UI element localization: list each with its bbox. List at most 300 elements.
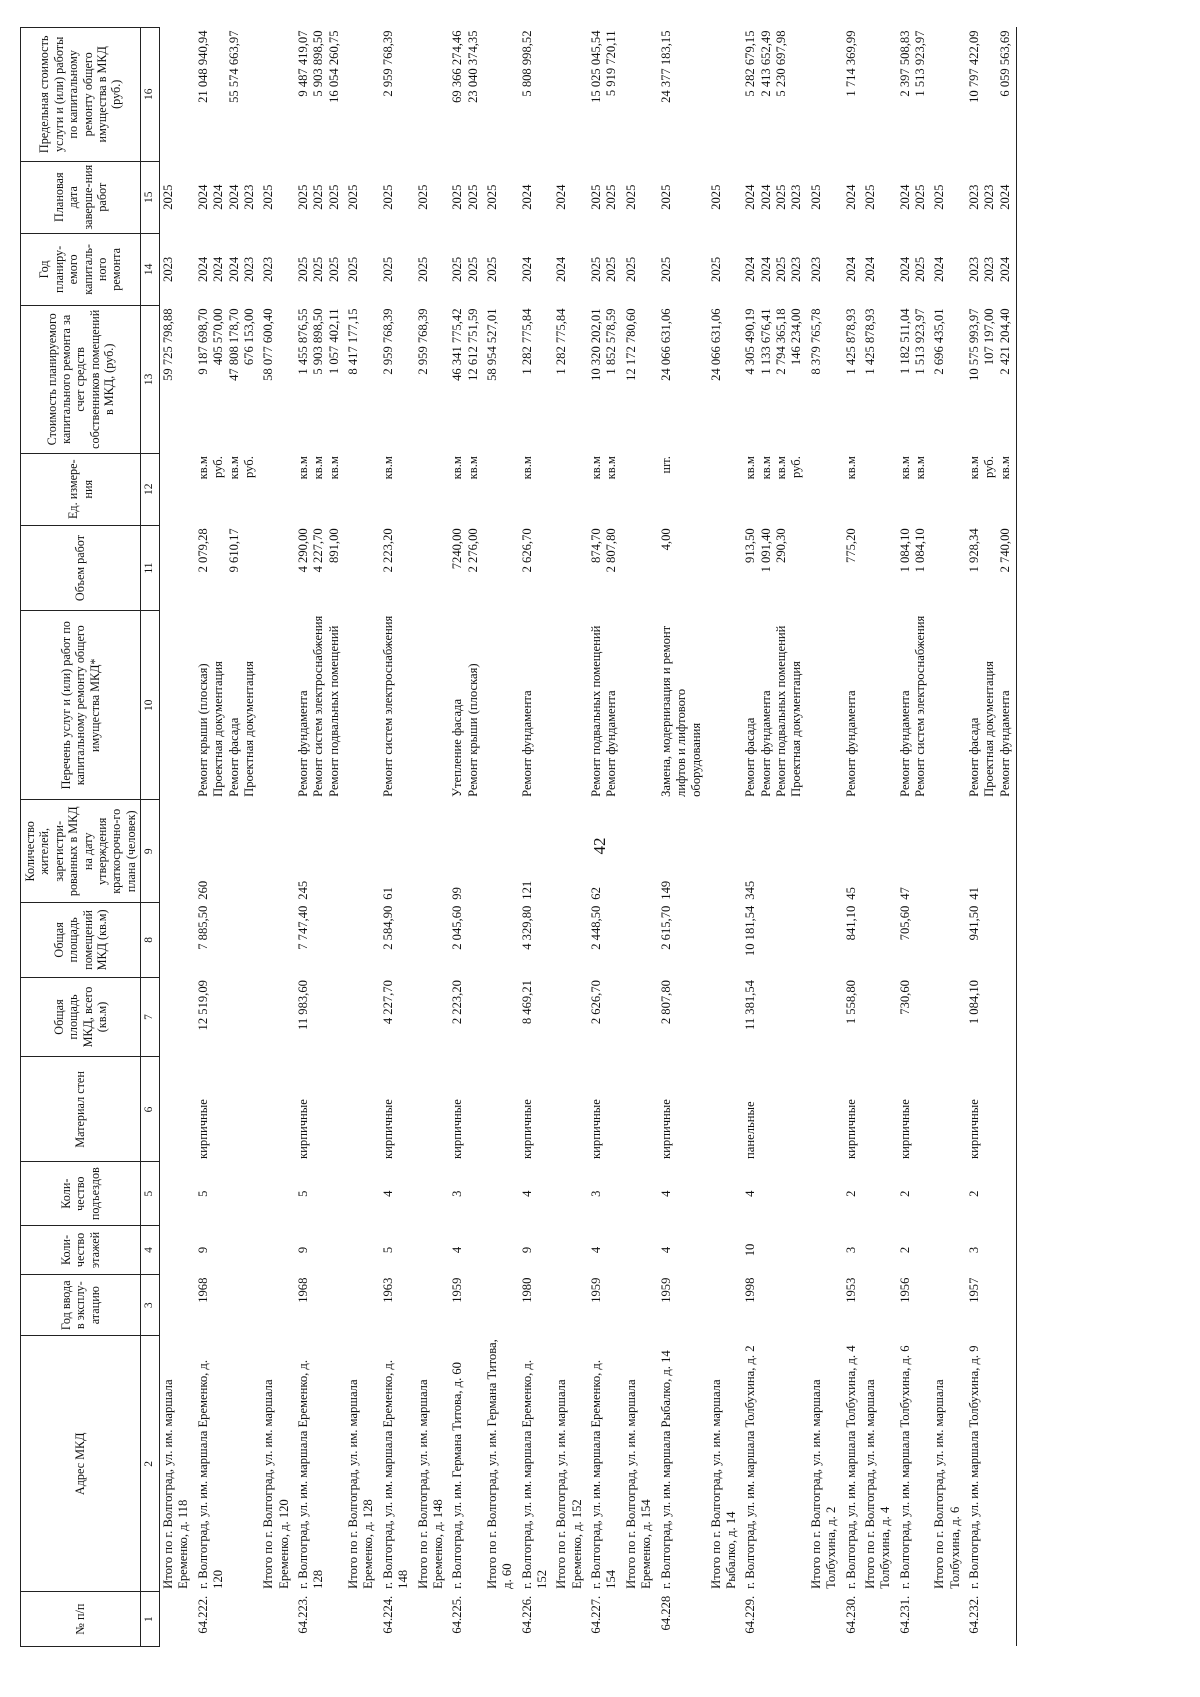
owner-funded-cost	[484, 305, 519, 453]
premises-area: 4 329,80	[519, 905, 534, 950]
column-number: 11	[141, 525, 160, 610]
owner-funded-cost-item: 1 282 775,84	[554, 308, 569, 375]
max-cost-item: 1 513 923,97	[912, 30, 927, 97]
premises-area	[931, 903, 966, 977]
planned-completion	[160, 161, 195, 233]
capital-repair-table	[20, 27, 1017, 1647]
unit-item: руб.	[211, 456, 226, 478]
planned-completion-item: 2025	[484, 184, 499, 210]
column-number: 12	[141, 453, 160, 525]
unit-item: кв.м	[226, 456, 241, 480]
wall-material	[415, 1057, 450, 1162]
column-number: 15	[141, 161, 160, 233]
work-list-item: Ремонт систем электроснабжения	[912, 615, 927, 797]
column-number: 7	[141, 977, 160, 1057]
column-header: Год планиру-емого капиталь-ного ремонта	[21, 233, 141, 305]
planned-completion-item: 2025	[296, 184, 310, 210]
work-volume	[449, 525, 484, 610]
planned-completion-item: 2023	[789, 184, 804, 210]
owner-funded-cost	[862, 305, 897, 453]
max-cost-item	[261, 31, 276, 159]
premises-area	[160, 903, 195, 977]
work-volume	[195, 525, 260, 610]
work-list	[843, 611, 862, 800]
planned-completion-item: 2024	[226, 184, 241, 210]
owner-funded-cost-item: 107 197,00	[982, 308, 997, 366]
address: г. Волгоград, ул. им. маршала Еременко, д. 128	[296, 1360, 326, 1589]
planned-completion-item: 2024	[195, 184, 210, 210]
owner-funded-cost-item: 2 696 435,01	[932, 308, 947, 375]
address: Итого по г. Волгоград, ул. им. маршала Еременко, д. 148	[415, 1379, 445, 1589]
owner-funded-cost-item: 1 852 578,59	[604, 308, 619, 375]
address: Итого по г. Волгоград, ул. им. маршала Толбухина, д. 4	[862, 1379, 893, 1589]
residents-count	[708, 800, 743, 903]
max-cost-item: 6 059 563,69	[997, 30, 1012, 97]
work-list	[708, 611, 743, 800]
total-area: 4 227,70	[380, 980, 395, 1025]
max-cost-item: 69 366 274,46	[450, 30, 465, 103]
floor-count	[345, 1225, 380, 1274]
owner-funded-cost	[588, 305, 623, 453]
owner-funded-cost-item: 676 153,00	[241, 308, 256, 366]
max-cost-item	[242, 31, 257, 159]
entrance-count	[160, 1162, 195, 1225]
premises-area	[623, 903, 658, 977]
planned-completion-item: 2025	[589, 184, 604, 210]
max-cost-item: 9 487 419,07	[296, 30, 310, 97]
max-cost	[742, 28, 807, 162]
planned-year	[931, 233, 966, 305]
owner-funded-cost	[931, 305, 966, 453]
owner-funded-cost	[966, 305, 1017, 453]
max-cost-item	[982, 31, 997, 159]
residents-count	[623, 800, 658, 903]
planned-completion-item: 2025	[604, 184, 619, 210]
work-volume-item: 1 091,40	[758, 528, 773, 573]
work-list-item: Ремонт фундамента	[897, 690, 912, 797]
planned-completion-item: 2023	[982, 184, 997, 210]
planned-year-item: 2024	[758, 256, 773, 282]
planned-completion-item: 2025	[623, 184, 638, 210]
header-row	[21, 28, 141, 1647]
owner-funded-cost-item: 146 234,00	[789, 308, 804, 366]
floor-count: 10	[743, 1243, 758, 1257]
floor-count: 2	[897, 1246, 912, 1254]
owner-funded-cost	[658, 305, 708, 453]
column-number: 8	[141, 903, 160, 977]
unit	[843, 453, 862, 525]
entrance-count	[415, 1162, 450, 1225]
owner-funded-cost-item: 2 421 204,40	[997, 308, 1012, 375]
entrance-count: 4	[743, 1190, 758, 1197]
address: г. Волгоград, ул. им. маршала Толбухина, д. 4	[843, 1345, 858, 1589]
work-volume-item: 4 227,70	[311, 528, 326, 573]
row-number: 64.228	[658, 1595, 673, 1631]
work-list-item: Ремонт фундамента	[758, 690, 773, 797]
max-cost	[195, 28, 260, 162]
owner-funded-cost-item: 1 455 876,55	[296, 308, 310, 375]
column-number: 1	[141, 1592, 160, 1647]
row-number	[553, 1592, 588, 1647]
entrance-count: 5	[296, 1190, 310, 1197]
table-row	[843, 28, 862, 1647]
table-body	[160, 28, 1017, 1647]
column-header: Год ввода в эксплу-атацию	[21, 1275, 141, 1336]
work-volume-item: 2 626,70	[519, 528, 534, 573]
planned-completion-item: 2025	[346, 184, 361, 210]
planned-year-item: 2025	[484, 256, 499, 282]
work-list-item: Утепление фасада	[450, 698, 465, 797]
owner-funded-cost-item: 1 425 878,93	[843, 308, 858, 375]
floor-count: 9	[195, 1246, 210, 1254]
column-number: 2	[141, 1336, 160, 1592]
max-cost-item	[809, 31, 824, 159]
planned-completion-item: 2025	[808, 184, 823, 210]
work-list	[623, 611, 658, 800]
planned-year-item: 2024	[862, 256, 877, 282]
floor-count: 4	[658, 1246, 673, 1254]
planned-year-item: 2024	[897, 256, 912, 282]
max-cost	[897, 28, 932, 162]
total-area: 12 519,09	[195, 980, 210, 1031]
entrance-count	[260, 1162, 295, 1225]
planned-completion	[742, 161, 807, 233]
work-volume-item: 2 276,00	[465, 528, 480, 573]
work-list-item: Ремонт систем электроснабжения	[311, 615, 326, 797]
planned-completion	[966, 161, 1017, 233]
residents-count	[862, 800, 897, 903]
work-volume	[808, 525, 843, 610]
residents-count: 121	[519, 880, 534, 900]
planned-year	[862, 233, 897, 305]
planned-completion	[623, 161, 658, 233]
max-cost	[160, 28, 195, 162]
planned-year	[380, 233, 415, 305]
owner-funded-cost-item: 24 066 631,06	[708, 308, 723, 381]
year-built	[553, 1275, 588, 1336]
row-number: 64.230.	[843, 1595, 858, 1634]
owner-funded-cost-item: 58 954 527,01	[484, 308, 499, 381]
work-list-item: Проектная документация	[241, 661, 256, 797]
work-list-item: Ремонт фундамента	[519, 690, 534, 797]
max-cost-item	[416, 31, 431, 159]
floor-count	[623, 1225, 658, 1274]
max-cost-item	[211, 31, 226, 159]
total-area: 730,60	[897, 980, 912, 1015]
wall-material: кирпичные	[519, 1099, 534, 1159]
unit	[708, 453, 743, 525]
total-area: 1 558,80	[843, 980, 858, 1025]
work-list-item: Ремонт крыши (плоская)	[195, 663, 210, 797]
year-built: 1959	[450, 1277, 465, 1303]
work-list-item: Ремонт фундамента	[296, 690, 310, 797]
total-row	[623, 28, 658, 1647]
planned-year-item: 2023	[261, 256, 276, 282]
total-row	[708, 28, 743, 1647]
planned-year	[843, 233, 862, 305]
unit	[415, 453, 450, 525]
max-cost	[808, 28, 843, 162]
residents-count: 260	[195, 880, 210, 900]
owner-funded-cost-item: 58 077 600,40	[261, 308, 276, 381]
unit-item: шт.	[658, 456, 673, 474]
work-volume	[160, 525, 195, 610]
unit-item: кв.м	[967, 456, 982, 480]
max-cost	[966, 28, 1017, 162]
premises-area	[708, 903, 743, 977]
owner-funded-cost-item: 5 903 898,50	[311, 308, 326, 375]
work-volume-item	[211, 528, 226, 607]
year-built: 1968	[195, 1277, 210, 1303]
total-area	[345, 977, 380, 1057]
owner-funded-cost	[160, 305, 195, 453]
residents-count: 99	[450, 887, 465, 900]
owner-funded-cost	[843, 305, 862, 453]
max-cost-item: 15 025 045,54	[589, 30, 604, 103]
floor-count: 3	[843, 1246, 858, 1254]
owner-funded-cost-item: 2 959 768,39	[380, 308, 395, 375]
planned-completion	[553, 161, 588, 233]
entrance-count	[862, 1162, 897, 1225]
owner-funded-cost	[449, 305, 484, 453]
unit-item: кв.м	[519, 456, 534, 480]
floor-count	[931, 1225, 966, 1274]
unit-item: кв.м	[743, 456, 758, 480]
work-volume	[897, 525, 932, 610]
max-cost-item: 21 048 940,94	[195, 30, 210, 103]
residents-count: 149	[658, 880, 673, 900]
row-number: 64.225.	[450, 1595, 465, 1634]
column-header: Коли-чество подъездов	[21, 1162, 141, 1225]
planned-completion-item: 2025	[912, 184, 927, 210]
planned-year-item: 2025	[912, 256, 927, 282]
premises-area	[415, 903, 450, 977]
max-cost-item: 5 230 697,98	[774, 30, 789, 97]
max-cost-item: 16 054 260,75	[326, 30, 341, 103]
total-area	[931, 977, 966, 1057]
planned-year	[658, 233, 708, 305]
planned-year-item: 2025	[326, 256, 341, 282]
entrance-count	[553, 1162, 588, 1225]
total-area: 11 381,54	[743, 980, 758, 1030]
work-volume	[931, 525, 966, 610]
planned-completion-item: 2024	[997, 184, 1012, 210]
work-volume	[519, 525, 554, 610]
planned-completion	[519, 161, 554, 233]
planned-year	[449, 233, 484, 305]
year-built: 1957	[966, 1275, 1017, 1336]
work-volume	[260, 525, 295, 610]
work-volume	[484, 525, 519, 610]
work-volume-item: 891,00	[326, 528, 341, 563]
year-built	[484, 1275, 519, 1336]
entrance-count: 4	[658, 1190, 673, 1197]
planned-year-item: 2023	[982, 256, 997, 282]
planned-year-item: 2025	[774, 256, 789, 282]
unit-item: кв.м	[774, 456, 789, 480]
max-cost-item: 5 808 998,52	[519, 30, 534, 97]
planned-year-item: 2025	[415, 256, 430, 282]
planned-completion	[380, 161, 415, 233]
max-cost	[449, 28, 484, 162]
planned-year	[742, 233, 807, 305]
unit-item: кв.м	[589, 456, 604, 480]
work-volume	[295, 525, 345, 610]
max-cost-item: 24 377 183,15	[658, 30, 673, 103]
premises-area	[345, 903, 380, 977]
owner-funded-cost-item: 1 133 676,41	[758, 308, 773, 375]
wall-material: кирпичные	[658, 1099, 673, 1159]
max-cost	[588, 28, 623, 162]
owner-funded-cost-item: 2 794 365,18	[774, 308, 789, 375]
row-number	[345, 1592, 380, 1647]
owner-funded-cost-item: 405 570,00	[211, 308, 226, 366]
unit-item: кв.м	[326, 456, 341, 480]
planned-completion-item: 2024	[758, 184, 773, 210]
column-number: 3	[141, 1275, 160, 1336]
total-area	[862, 977, 897, 1057]
column-header: Объем работ	[21, 525, 141, 610]
planned-year	[195, 233, 260, 305]
planned-year-item: 2023	[967, 256, 982, 282]
row-number: 64.229.	[743, 1595, 758, 1634]
unit	[484, 453, 519, 525]
row-number	[623, 1592, 658, 1647]
premises-area	[808, 903, 843, 977]
unit-item: кв.м	[296, 456, 310, 480]
work-volume	[843, 525, 862, 610]
planned-year	[160, 233, 195, 305]
work-list	[808, 611, 843, 800]
planned-year	[415, 233, 450, 305]
owner-funded-cost	[295, 305, 345, 453]
address: г. Волгоград, ул. им. маршала Еременко, д. 154	[589, 1360, 619, 1589]
residents-count	[808, 800, 843, 903]
owner-funded-cost-item: 59 725 798,88	[161, 308, 176, 381]
column-header: № п/п	[21, 1592, 141, 1647]
wall-material: кирпичные	[589, 1099, 604, 1159]
unit	[195, 453, 260, 525]
owner-funded-cost	[380, 305, 415, 453]
floor-count: 9	[519, 1246, 534, 1254]
max-cost	[862, 28, 897, 162]
page-number: 42	[590, 837, 609, 855]
total-row	[484, 28, 519, 1647]
planned-completion	[708, 161, 743, 233]
premises-area: 2 448,50	[589, 905, 604, 950]
max-cost	[295, 28, 345, 162]
planned-completion-item: 2025	[465, 184, 480, 210]
row-number: 64.231.	[897, 1595, 912, 1634]
unit-item: кв.м	[843, 456, 858, 480]
unit	[553, 453, 588, 525]
premises-area	[260, 903, 295, 977]
planned-year-item: 2024	[997, 256, 1012, 282]
unit-item: кв.м	[604, 456, 619, 480]
work-volume-item	[242, 528, 257, 607]
planned-completion-item: 2023	[241, 184, 256, 210]
unit-item: кв.м	[465, 456, 480, 480]
total-area	[260, 977, 295, 1057]
unit-item: кв.м	[897, 456, 912, 480]
column-number: 16	[141, 28, 160, 162]
owner-funded-cost-item: 1 513 923,97	[912, 308, 927, 375]
address: Итого по г. Волгоград, ул. им. маршала Рыбалко, д. 14	[708, 1379, 738, 1589]
unit-item: кв.м	[380, 456, 395, 480]
address: Итого по г. Волгоград, ул. им. Германа Титова, д. 60	[484, 1339, 515, 1589]
planned-year	[897, 233, 932, 305]
planned-completion-item: 2025	[415, 184, 430, 210]
max-cost-item: 5 282 679,15	[743, 30, 758, 97]
planned-completion-item: 2025	[311, 184, 326, 210]
column-header: Плановая дата заверше-ния работ	[21, 161, 141, 233]
address: Итого по г. Волгоград, ул. им. маршала Толбухина, д. 6	[932, 1379, 962, 1589]
work-list-item: Ремонт подвальных помещений	[326, 625, 341, 797]
planned-completion	[588, 161, 623, 233]
unit	[519, 453, 554, 525]
work-list-item: Проектная документация	[982, 661, 997, 797]
total-area: 2 807,80	[658, 980, 673, 1025]
wall-material	[484, 1057, 519, 1162]
work-list-item: Ремонт подвальных помещений	[774, 625, 789, 797]
entrance-count: 3	[589, 1190, 604, 1197]
planned-completion-item: 2025	[774, 184, 789, 210]
work-volume	[966, 525, 1017, 610]
planned-completion	[843, 161, 862, 233]
owner-funded-cost	[415, 305, 450, 453]
planned-year-item: 2023	[161, 256, 176, 282]
max-cost-item: 2 413 652,49	[758, 30, 773, 97]
total-area	[808, 977, 843, 1057]
entrance-count	[484, 1162, 519, 1225]
column-header: Ед. измере-ния	[21, 453, 141, 525]
column-number: 14	[141, 233, 160, 305]
year-built: 1956	[897, 1277, 912, 1303]
work-volume-item: 2 807,80	[604, 528, 619, 573]
year-built: 1963	[380, 1277, 395, 1303]
planned-completion-item: 2025	[658, 184, 673, 210]
unit	[160, 453, 195, 525]
work-list-item: Ремонт крыши (плоская)	[465, 663, 480, 797]
floor-count	[484, 1225, 519, 1274]
total-area	[415, 977, 450, 1057]
column-header: Общая площадь помещений МКД (кв.м)	[21, 903, 141, 977]
premises-area: 2 045,60	[450, 905, 465, 950]
column-header: Предельная стоимость услуги и (или) работы по капитальному ремонту общего имущества в МКД (руб.)	[21, 28, 141, 162]
address: Итого по г. Волгоград, ул. им. маршала Еременко, д. 154	[623, 1379, 654, 1589]
max-cost-item	[709, 31, 724, 159]
floor-count: 4	[589, 1246, 604, 1254]
planned-year	[966, 233, 1017, 305]
table-row	[658, 28, 708, 1647]
planned-completion	[449, 161, 484, 233]
address: г. Волгоград, ул. им. маршала Толбухина, д. 9	[966, 1336, 1017, 1592]
work-volume	[553, 525, 588, 610]
total-area: 8 469,21	[519, 980, 534, 1025]
column-header: Коли-чество этажей	[21, 1225, 141, 1274]
residents-count	[160, 800, 195, 903]
max-cost	[415, 28, 450, 162]
owner-funded-cost	[808, 305, 843, 453]
row-number	[415, 1592, 450, 1647]
year-built: 1968	[296, 1277, 310, 1303]
planned-year-item: 2025	[296, 256, 310, 282]
planned-completion	[897, 161, 932, 233]
planned-completion	[295, 161, 345, 233]
unit-item: руб.	[241, 456, 256, 478]
entrance-count	[808, 1162, 843, 1225]
unit	[588, 453, 623, 525]
